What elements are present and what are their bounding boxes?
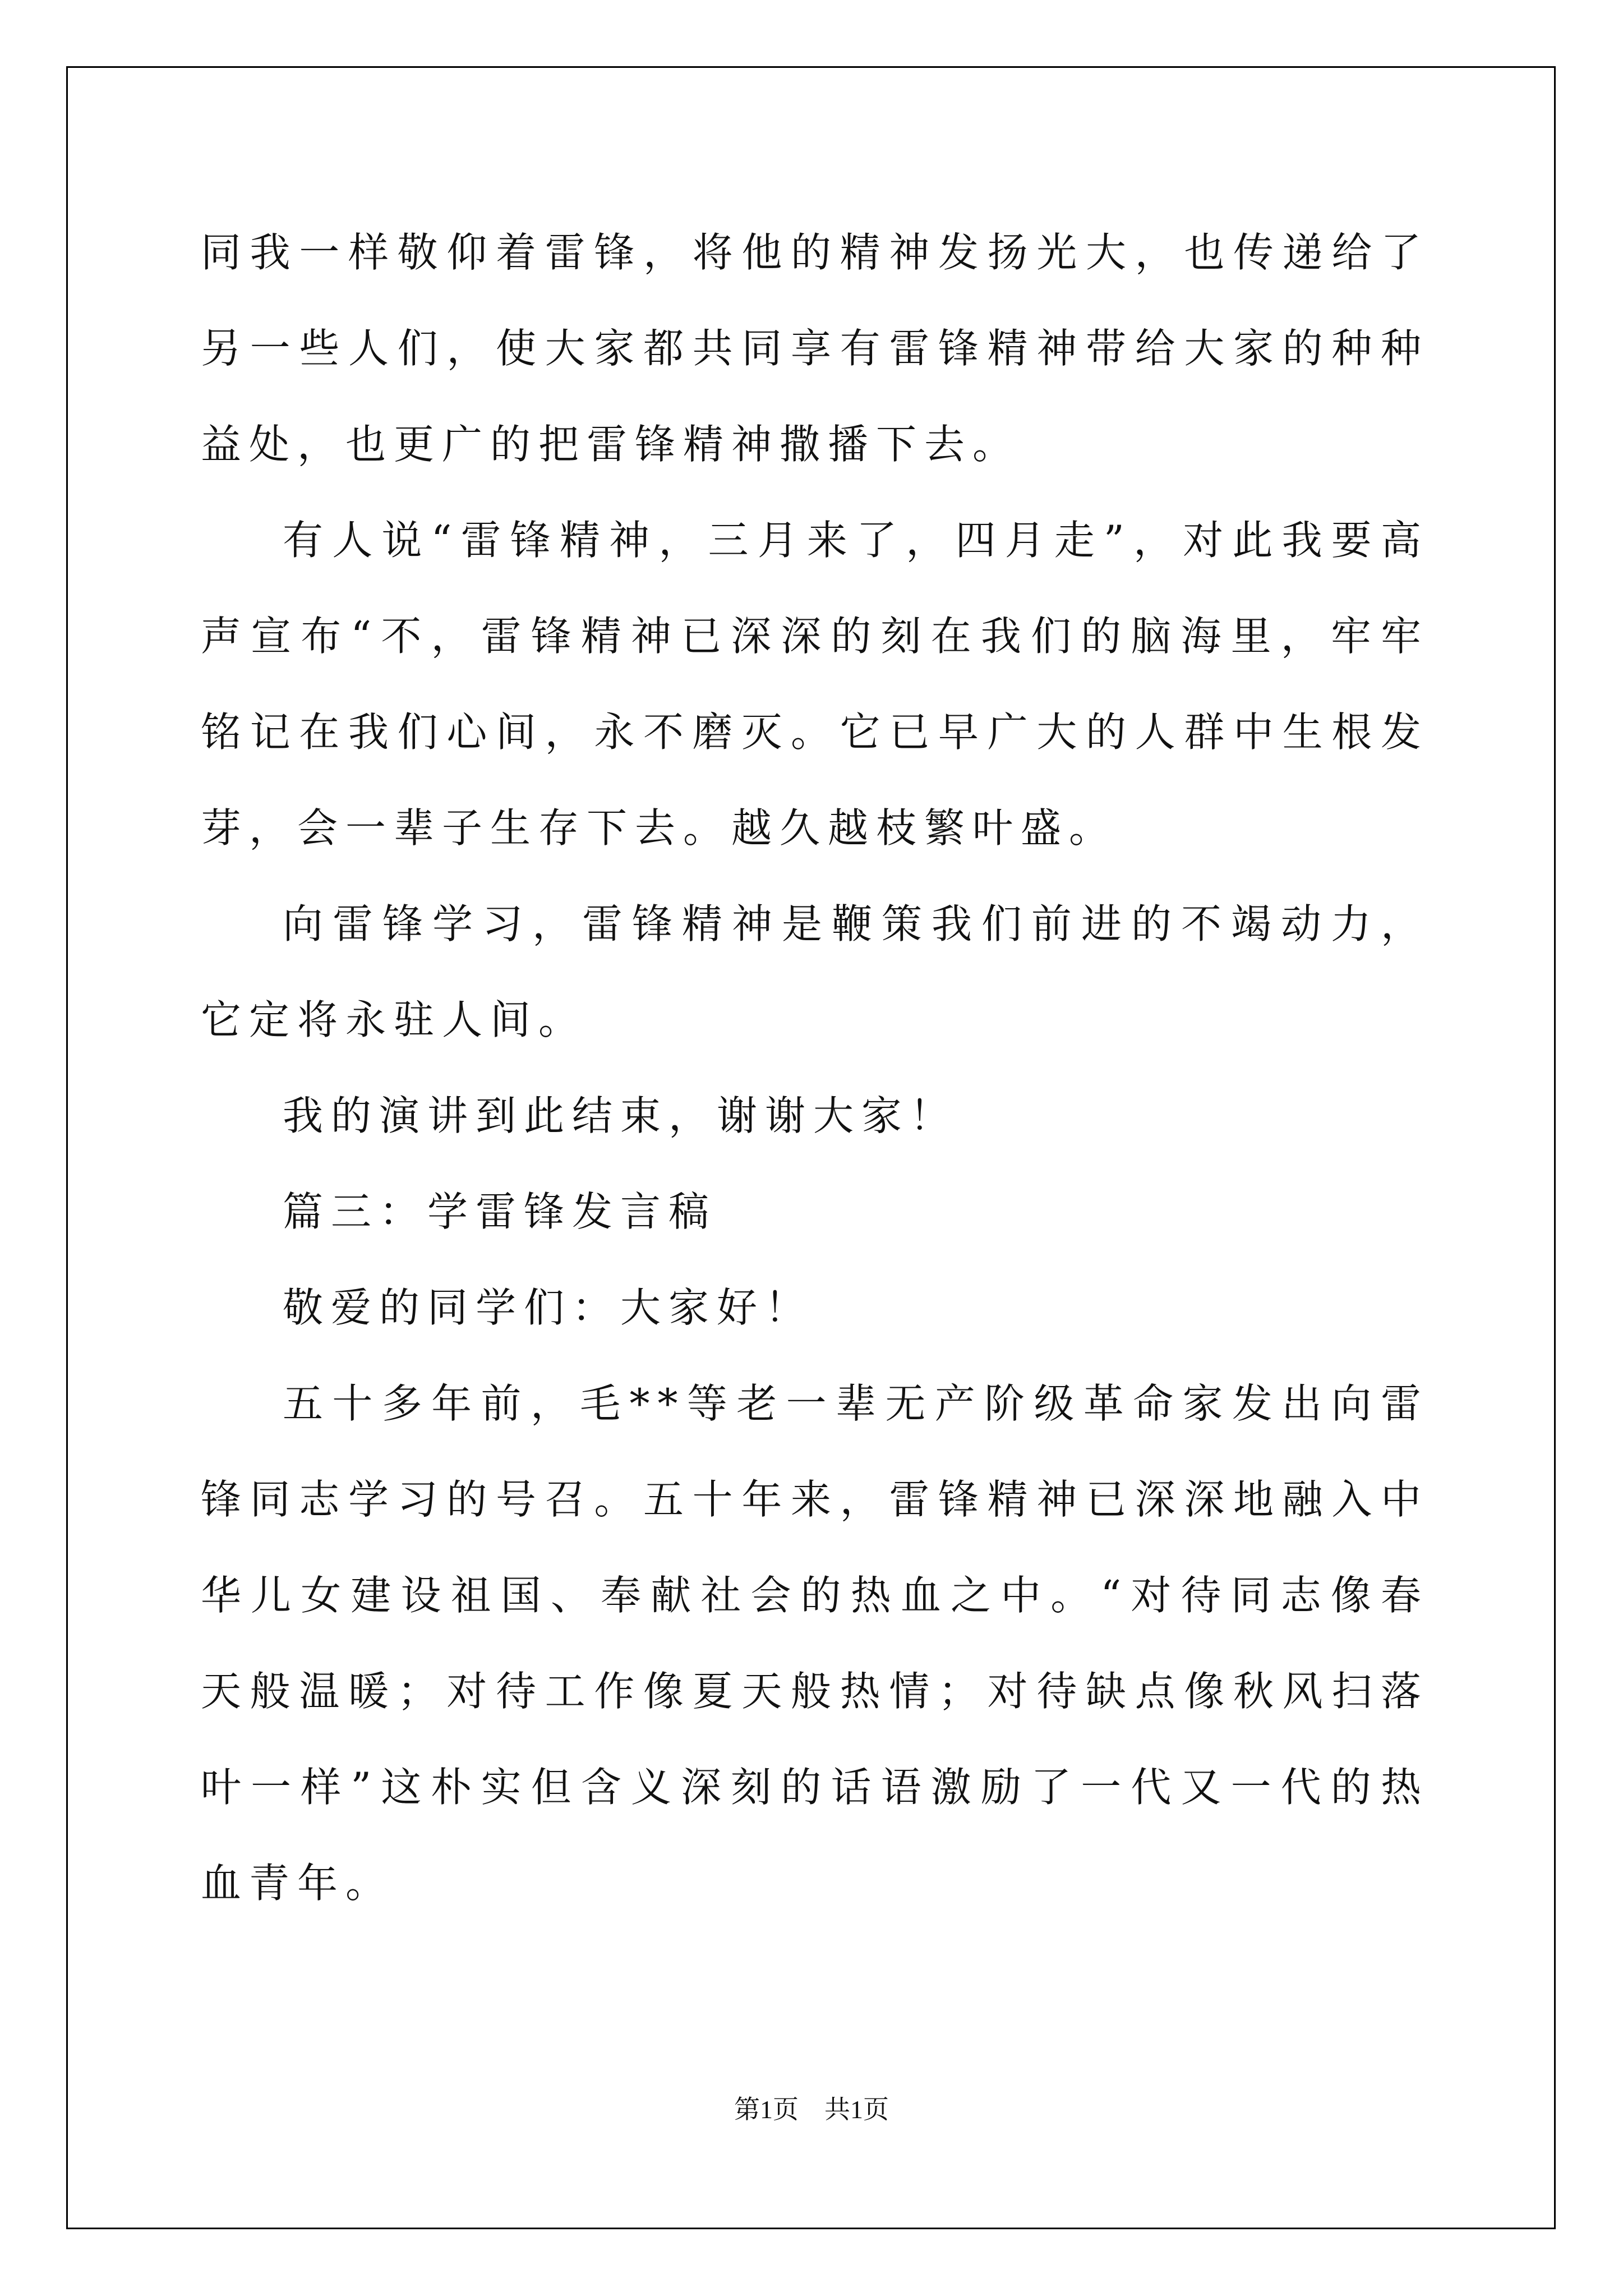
page-number-footer: 第1页 共1页 [734,2095,889,2124]
section-heading: 篇三：学雷锋发言稿 [283,1188,717,1235]
paragraph-1: 同我一样敬仰着雷锋，将他的精神发扬光大，也传递给了另一些人们，使大家都共同享有雷锋精神带给大家的种种益处，也更广的把雷锋精神撒播下去。 [201,229,1429,468]
document-body [201,205,1429,1931]
paragraph-2: 有人说“雷锋精神，三月来了，四月走”，对此我要高声宣布“不，雷锋精神已深深的刻在我们的脑海里，牢牢铭记在我们心间，永不磨灭。它已早广大的人群中生根发芽，会一辈子生存下去。越久越枝繁叶盛。 [201,517,1429,852]
paragraph-3: 向雷锋学习，雷锋精神是鞭策我们前进的不竭动力，它定将永驻人间。 [201,900,1429,1043]
paragraph-4: 我的演讲到此结束，谢谢大家！ [283,1092,958,1139]
paragraph-7: 五十多年前，毛**等老一辈无产阶级革命家发出向雷锋同志学习的号召。五十年来，雷锋精神已深深地融入中华儿女建设祖国、奉献社会的热血之中。“对待同志像春天般温暖；对待工作像夏天般热情；对待缺点像秋风扫落叶一样”这朴实但含义深刻的话语激励了一代又一代的热血青年。 [201,1380,1429,1907]
salutation: 敬爱的同学们：大家好！ [283,1284,814,1331]
